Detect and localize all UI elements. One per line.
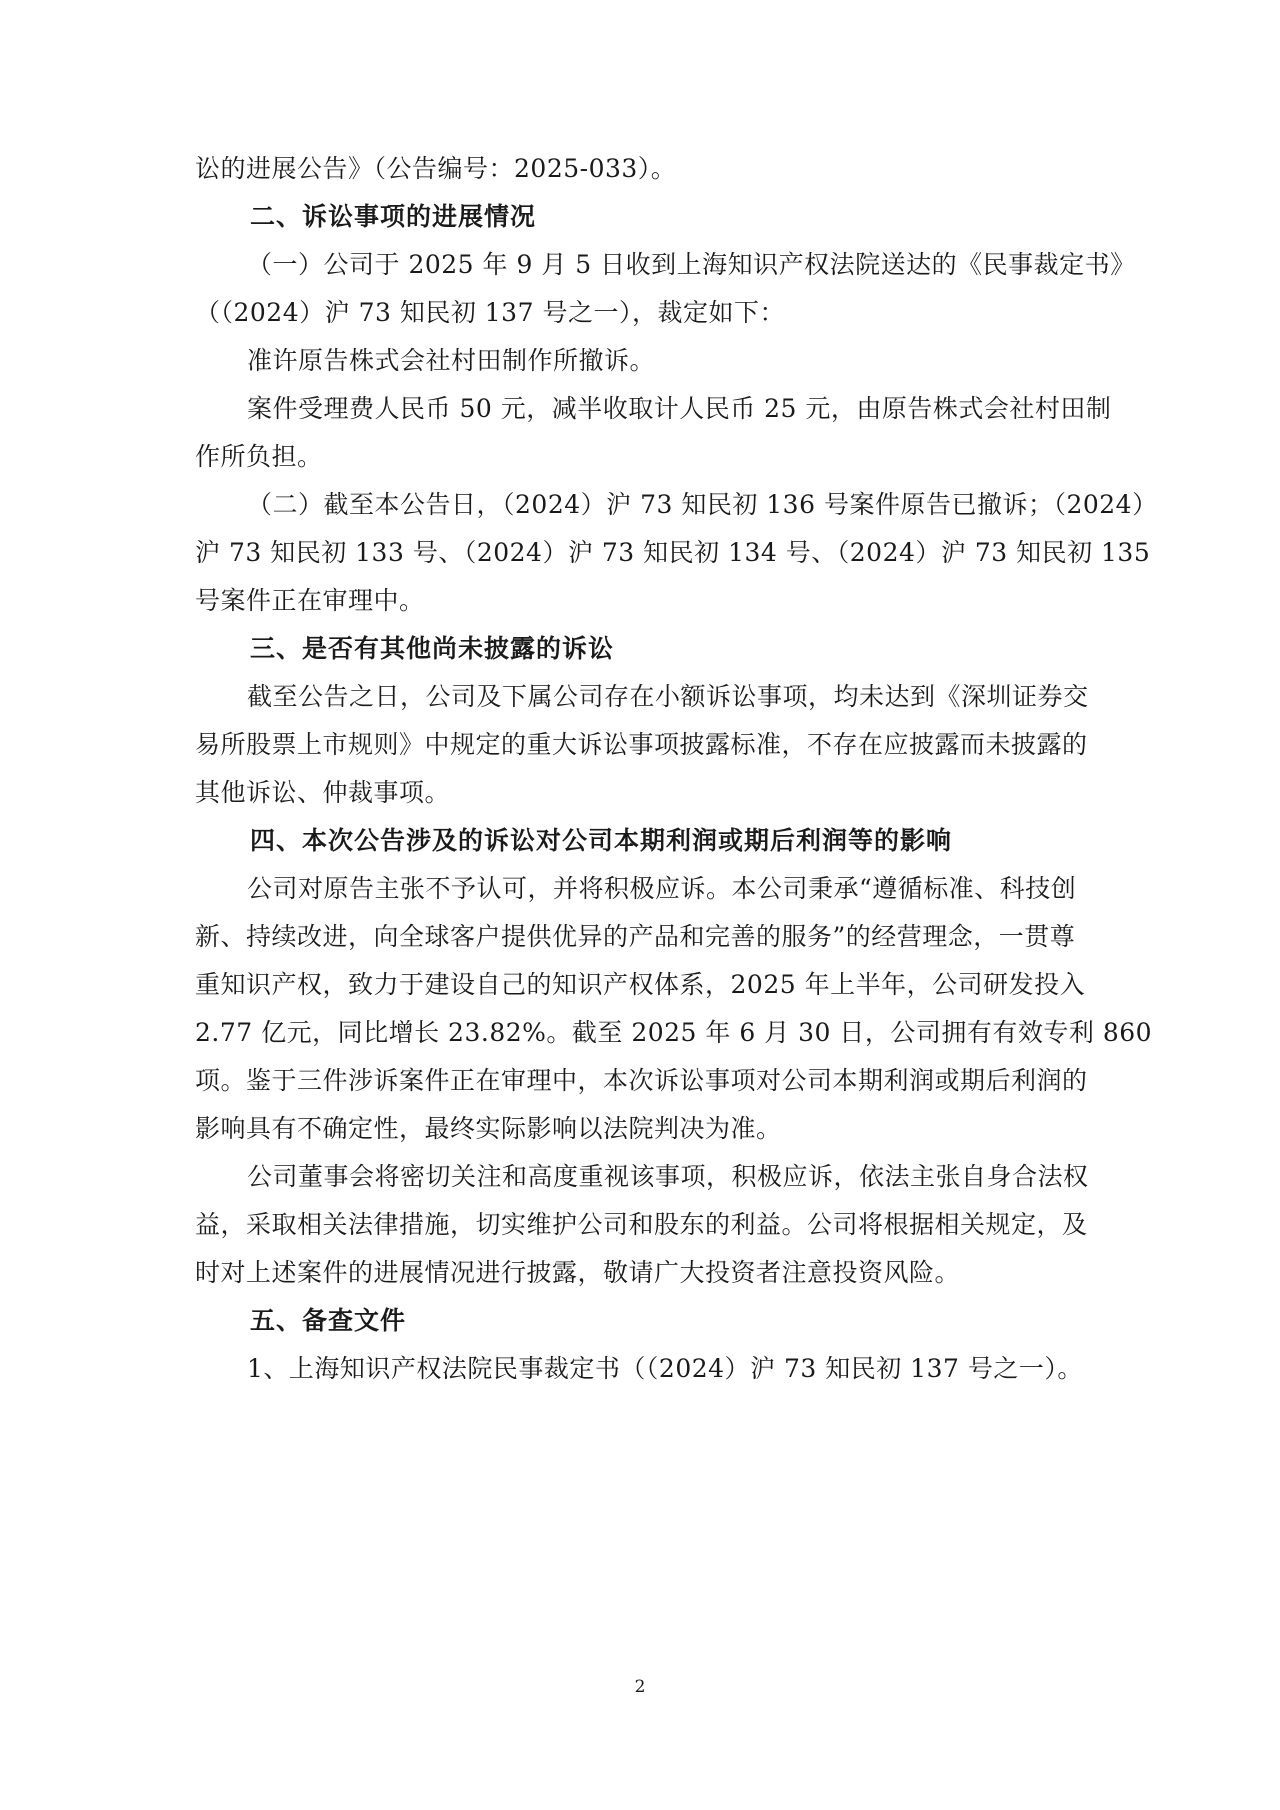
paragraph-line: 作所负担。 xyxy=(195,442,323,471)
paragraph-line: 1、上海知识产权法院民事裁定书（（2024）沪 73 知民初 137 号之一）。 xyxy=(247,1354,1083,1383)
paragraph-line: 影响具有不确定性，最终实际影响以法院判决为准。 xyxy=(195,1114,782,1143)
paragraph-line: （（2024）沪 73 知民初 137 号之一），裁定如下： xyxy=(195,298,785,327)
paragraph-line: 项。鉴于三件涉诉案件正在审理中，本次诉讼事项对公司本期利润或期后利润的 xyxy=(195,1066,1088,1095)
paragraph-line: 准许原告株式会社村田制作所撤诉。 xyxy=(247,346,656,375)
page-number: 2 xyxy=(634,1677,646,1697)
paragraph-line: 时对上述案件的进展情况进行披露，敬请广大投资者注意投资风险。 xyxy=(195,1258,961,1287)
section-heading-4: 四、本次公告涉及的诉讼对公司本期利润或期后利润等的影响 xyxy=(250,826,953,855)
paragraph-line: 益，采取相关法律措施，切实维护公司和股东的利益。公司将根据相关规定，及 xyxy=(195,1210,1088,1239)
paragraph-line: （一）公司于 2025 年 9 月 5 日收到上海知识产权法院送达的《民事裁定书》 xyxy=(247,250,1136,279)
paragraph-line: 新、持续改进，向全球客户提供优异的产品和完善的服务”的经营理念，一贯尊 xyxy=(195,922,1076,951)
paragraph-line: 讼的进展公告》（公告编号：2025-033）。 xyxy=(195,154,677,183)
paragraph-line: 号案件正在审理中。 xyxy=(195,586,425,615)
paragraph-line: 易所股票上市规则》中规定的重大诉讼事项披露标准，不存在应披露而未披露的 xyxy=(195,730,1088,759)
paragraph-line: 公司董事会将密切关注和高度重视该事项，积极应诉，依法主张自身合法权 xyxy=(247,1162,1089,1191)
paragraph-line: 其他诉讼、仲裁事项。 xyxy=(195,778,451,807)
paragraph-line: 公司对原告主张不予认可，并将积极应诉。本公司秉承“遵循标准、科技创 xyxy=(247,874,1077,903)
paragraph-line: 2.77 亿元，同比增长 23.82%。截至 2025 年 6 月 30 日，公司拥有有效专利 860 xyxy=(195,1018,1153,1047)
paragraph-line: 截至公告之日，公司及下属公司存在小额诉讼事项，均未达到《深圳证券交 xyxy=(247,682,1089,711)
paragraph-line: 案件受理费人民币 50 元，减半收取计人民币 25 元，由原告株式会社村田制 xyxy=(247,394,1112,423)
section-heading-5: 五、备查文件 xyxy=(250,1306,407,1335)
paragraph-line: 沪 73 知民初 133 号、（2024）沪 73 知民初 134 号、（2024）沪 73 知民初 135 xyxy=(195,538,1151,567)
paragraph-line: 重知识产权，致力于建设自己的知识产权体系，2025 年上半年，公司研发投入 xyxy=(195,970,1086,999)
section-heading-3: 三、是否有其他尚未披露的诉讼 xyxy=(250,634,615,663)
section-heading-2: 二、诉讼事项的进展情况 xyxy=(250,202,537,231)
paragraph-line: （二）截至本公告日，（2024）沪 73 知民初 136 号案件原告已撤诉；（2024） xyxy=(247,490,1158,519)
